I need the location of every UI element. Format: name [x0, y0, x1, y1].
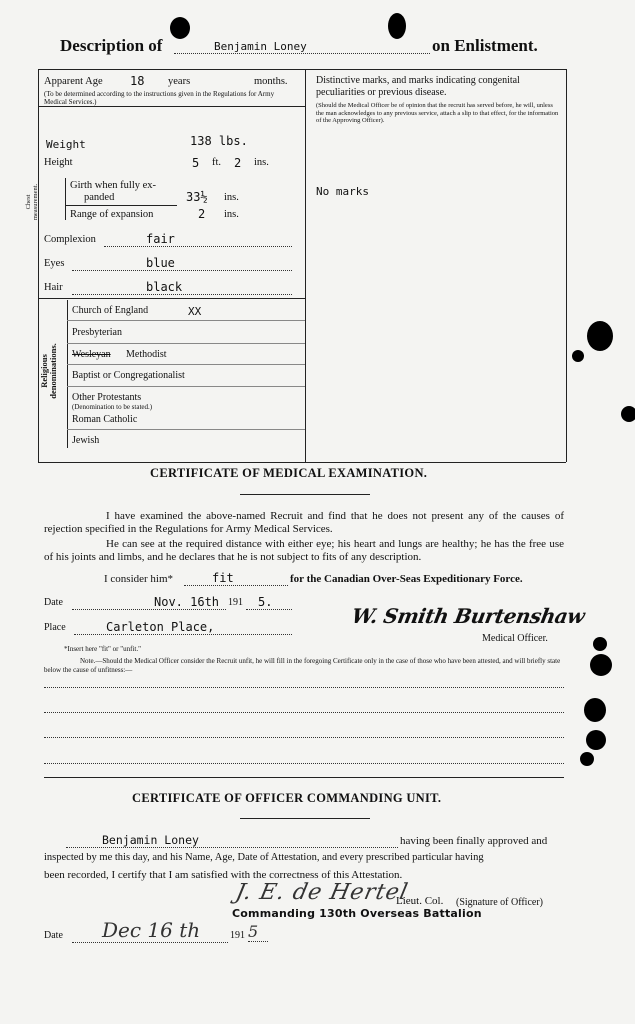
officer-date-label: Date [44, 930, 63, 941]
medical-date-year: 5. [246, 595, 292, 610]
medical-date-value: Nov. 16th [72, 595, 226, 610]
frame-middle [305, 69, 306, 462]
chest-measurement-label: Chest measurement. [25, 183, 39, 221]
frame-bottom [38, 462, 566, 463]
church-value: XX [188, 305, 202, 318]
months-label: months. [254, 76, 288, 87]
header-description-of: Description of [60, 36, 163, 55]
medical-officer-label: Medical Officer. [482, 633, 548, 644]
officer-signature-label: (Signature of Officer) [456, 897, 544, 908]
frame-right [566, 69, 567, 462]
medical-certificate-title: CERTIFICATE OF MEDICAL EXAMINATION. [150, 466, 428, 480]
medical-para-2: He can see at the required distance with either eye; his heart and lungs are healthy; he has the free use of his joints and limbs, and he declares that he is not subject to fits of any description. [44, 538, 564, 563]
punch-hole [586, 730, 606, 750]
chest-bracket [65, 178, 66, 220]
unfit-line [44, 686, 564, 688]
officer-recruit-name: Benjamin Loney [66, 833, 398, 848]
medical-title-rule [240, 494, 370, 495]
girth-ins-label: ins. [224, 192, 239, 203]
frame-top [38, 69, 566, 70]
weight-value: 138 lbs. [190, 134, 248, 148]
officer-line-1-suffix: having been finally approved and [400, 835, 548, 847]
frame-left [38, 69, 39, 462]
medical-date-year-prefix: 191 [228, 597, 243, 608]
height-ft-value: 5 [192, 156, 200, 170]
denomination-jewish: Jewish [72, 435, 100, 446]
punch-hole [587, 321, 613, 351]
girth-label-1: Girth when fully ex- [70, 180, 157, 191]
medical-date-label: Date [44, 597, 63, 608]
officer-line-3: been recorded, I certify that I am satisfied with the correctness of this Attestation. [44, 869, 403, 881]
ins-label: ins. [254, 157, 269, 168]
height-label: Height [44, 157, 73, 168]
punch-hole [593, 637, 607, 651]
range-label: Range of expansion [70, 209, 154, 220]
religion-row-line [67, 343, 305, 344]
hair-label: Hair [44, 282, 63, 293]
religion-row-line [67, 429, 305, 430]
religion-bracket [67, 300, 68, 448]
marks-title-2: peculiarities or previous disease. [316, 87, 447, 98]
punch-hole [590, 654, 612, 676]
punch-hole [584, 698, 606, 722]
insert-note: *Insert here "fit" or "unfit." [64, 645, 141, 653]
officer-date-year-prefix: 191 [230, 930, 245, 941]
medical-para-1: I have examined the above-named Recruit and find that he does not present any of the causes of rejection specified in the Regulations for Army Medical Services. [44, 510, 564, 535]
religion-divider [38, 298, 305, 299]
medical-place-value: Carleton Place, [74, 620, 292, 635]
officer-date-value: Dec 16 th [72, 918, 228, 943]
denomination-roman-catholic: Roman Catholic [72, 414, 138, 425]
religion-row-line [67, 320, 305, 321]
complexion-value: fair [104, 232, 292, 247]
section-divider [44, 777, 564, 778]
medical-officer-signature: W. Smith Burtenshaw [349, 604, 587, 628]
consider-prefix: I consider him* [104, 573, 174, 585]
punch-hole [580, 752, 594, 766]
header-on-enlistment: on Enlistment. [432, 36, 538, 55]
range-value: 2 [198, 207, 206, 221]
denomination-wesleyan: Wesleyan [72, 349, 111, 360]
height-in-value: 2 [234, 156, 242, 170]
years-label: years [168, 76, 191, 87]
denomination-note: (Denomination to be stated.) [72, 403, 153, 411]
punch-hole [388, 13, 406, 39]
officer-line-2: inspected by me this day, and his Name, Age, Date of Attestation, and every prescribed particular having [44, 852, 484, 863]
ft-label: ft. [212, 157, 222, 168]
officer-rank: Lieut. Col. [396, 895, 444, 907]
girth-value: 33½ [186, 190, 208, 204]
punch-hole [170, 17, 190, 39]
hair-value: black [72, 280, 292, 295]
complexion-label: Complexion [44, 234, 96, 245]
denomination-church-of-england: Church of England [72, 305, 149, 316]
denomination-methodist: Methodist [126, 349, 167, 360]
denomination-baptist: Baptist or Congregationalist [72, 370, 185, 381]
medical-place-label: Place [44, 622, 66, 633]
officer-certificate-title: CERTIFICATE OF OFFICER COMMANDING UNIT. [132, 791, 442, 805]
religious-denominations-label: Religious denominations. [39, 343, 58, 399]
denomination-presbyterian: Presbyterian [72, 327, 122, 338]
weight-label: Weight [46, 138, 86, 151]
girth-label-2: panded [84, 192, 115, 203]
girth-divider [65, 205, 177, 206]
range-ins-label: ins. [224, 209, 239, 220]
commanding-stamp: Commanding 130th Overseas Battalion [232, 907, 482, 920]
eyes-value: blue [72, 256, 292, 271]
officer-date-year: 5 [248, 922, 268, 942]
officer-title-rule [240, 818, 370, 819]
eyes-label: Eyes [44, 258, 65, 269]
age-divider [38, 106, 305, 107]
age-note: (To be determined according to the instructions given in the Regulations for Army Medical Services.) [44, 90, 275, 106]
marks-title-1: Distinctive marks, and marks indicating congenital [316, 75, 520, 86]
punch-hole [621, 406, 635, 422]
commanding-officer-signature: J. E. de Hertel [233, 880, 411, 905]
marks-value: No marks [316, 185, 369, 198]
age-value: 18 [130, 74, 145, 88]
medical-unfit-note: Note.—Should the Medical Officer consider the Recruit unfit, he will fill in the foregoing Certificate only in the case of those who have been attested, and will briefly state below the cause of unfitness:— [44, 657, 561, 674]
religion-row-line [67, 364, 305, 365]
punch-hole [572, 350, 584, 362]
unfit-line [44, 711, 564, 713]
religion-row-line [67, 386, 305, 387]
consider-suffix: for the Canadian Over-Seas Expeditionary Force. [290, 573, 523, 585]
recruit-name: Benjamin Loney [174, 40, 430, 54]
unfit-line [44, 736, 564, 738]
marks-note: (Should the Medical Officer be of opinion that the recruit has served before, he will, unless the man acknowledges to any previous service, attach a slip to that effect, for the information of the Approving Officer). [316, 102, 559, 124]
denomination-other-protestants: Other Protestants [72, 392, 142, 403]
consider-value: fit [184, 571, 288, 586]
apparent-age-label: Apparent Age [44, 76, 103, 87]
unfit-line [44, 762, 564, 764]
